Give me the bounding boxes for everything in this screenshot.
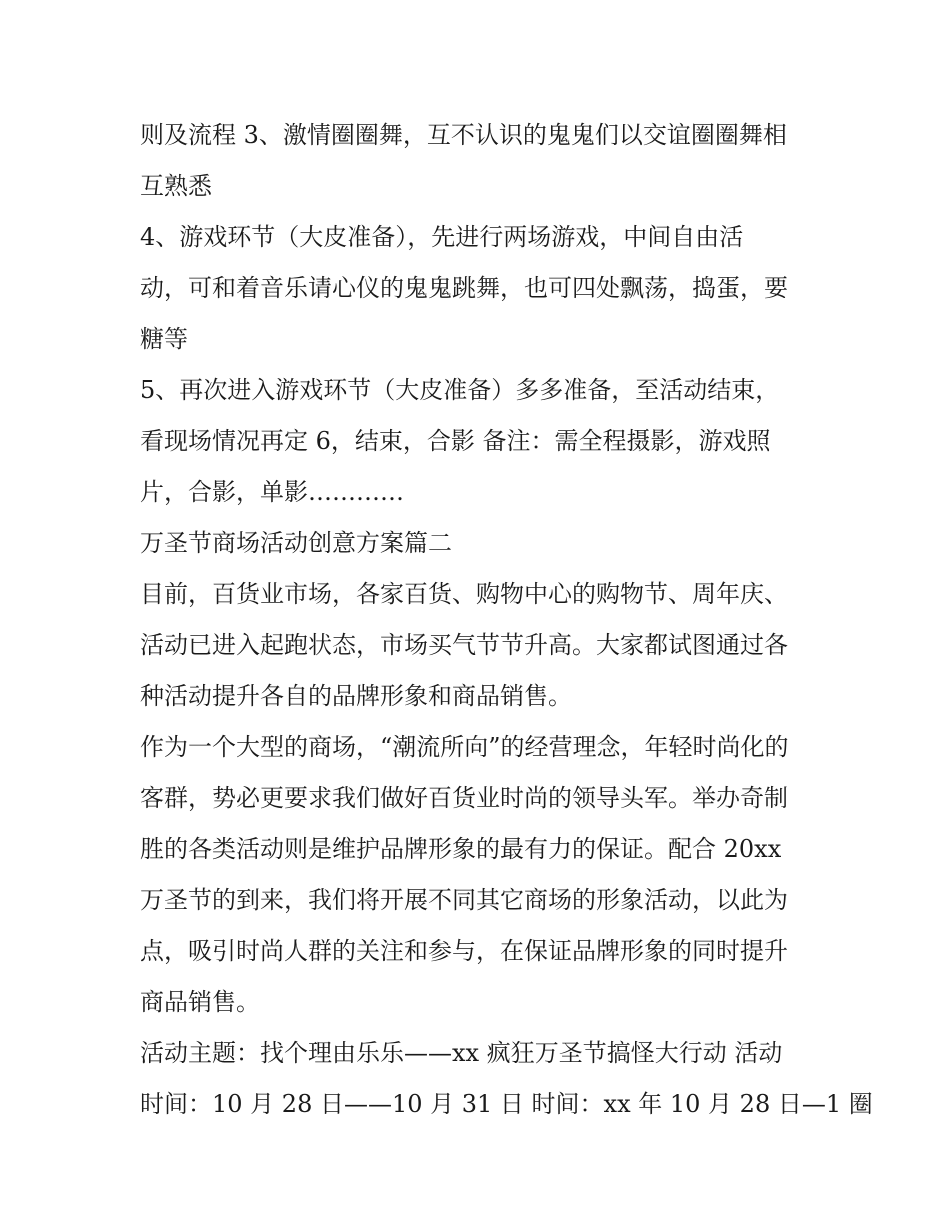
text-line: 活动主题：找个理由乐乐——xx 疯狂万圣节搞怪大行动 活动: [140, 1039, 783, 1067]
text-line: 4、游戏环节（大皮准备），先进行两场游戏，中间自由活: [140, 223, 744, 251]
text-line: 万圣节的到来，我们将开展不同其它商场的形象活动，以此为: [140, 886, 788, 914]
document-body: [140, 110, 873, 1130]
section-heading: 万圣节商场活动创意方案篇二: [140, 529, 452, 557]
text-line: 动，可和着音乐请心仪的鬼鬼跳舞，也可四处飘荡，捣蛋，要: [140, 274, 788, 302]
text-line: 客群，势必更要求我们做好百货业时尚的领导头军。举办奇制: [140, 784, 788, 812]
text-line: 看现场情况再定 6，结束，合影 备注：需全程摄影，游戏照: [140, 427, 771, 455]
text-line: 种活动提升各自的品牌形象和商品销售。: [140, 682, 572, 710]
text-line: 时间：10 月 28 日——10 月 31 日 时间：xx 年 10 月 28 日—1 圈: [140, 1090, 873, 1118]
text-line: 目前，百货业市场，各家百货、购物中心的购物节、周年庆、: [140, 580, 788, 608]
text-line: 则及流程 3、激情圈圈舞，互不认识的鬼鬼们以交谊圈圈舞相: [140, 121, 787, 149]
text-line: 作为一个大型的商场，“潮流所向”的经营理念，年轻时尚化的: [140, 733, 789, 761]
text-line: 点，吸引时尚人群的关注和参与，在保证品牌形象的同时提升: [140, 937, 788, 965]
text-line: 互熟悉: [140, 172, 212, 200]
text-line: 活动已进入起跑状态，市场买气节节升高。大家都试图通过各: [140, 631, 788, 659]
text-line: 片，合影，单影…………: [140, 478, 404, 506]
text-line: 胜的各类活动则是维护品牌形象的最有力的保证。配合 20xx: [140, 835, 782, 863]
text-line: 商品销售。: [140, 988, 260, 1016]
text-line: 糖等: [140, 325, 188, 353]
text-line: 5、再次进入游戏环节（大皮准备）多多准备，至活动结束，: [140, 376, 780, 404]
